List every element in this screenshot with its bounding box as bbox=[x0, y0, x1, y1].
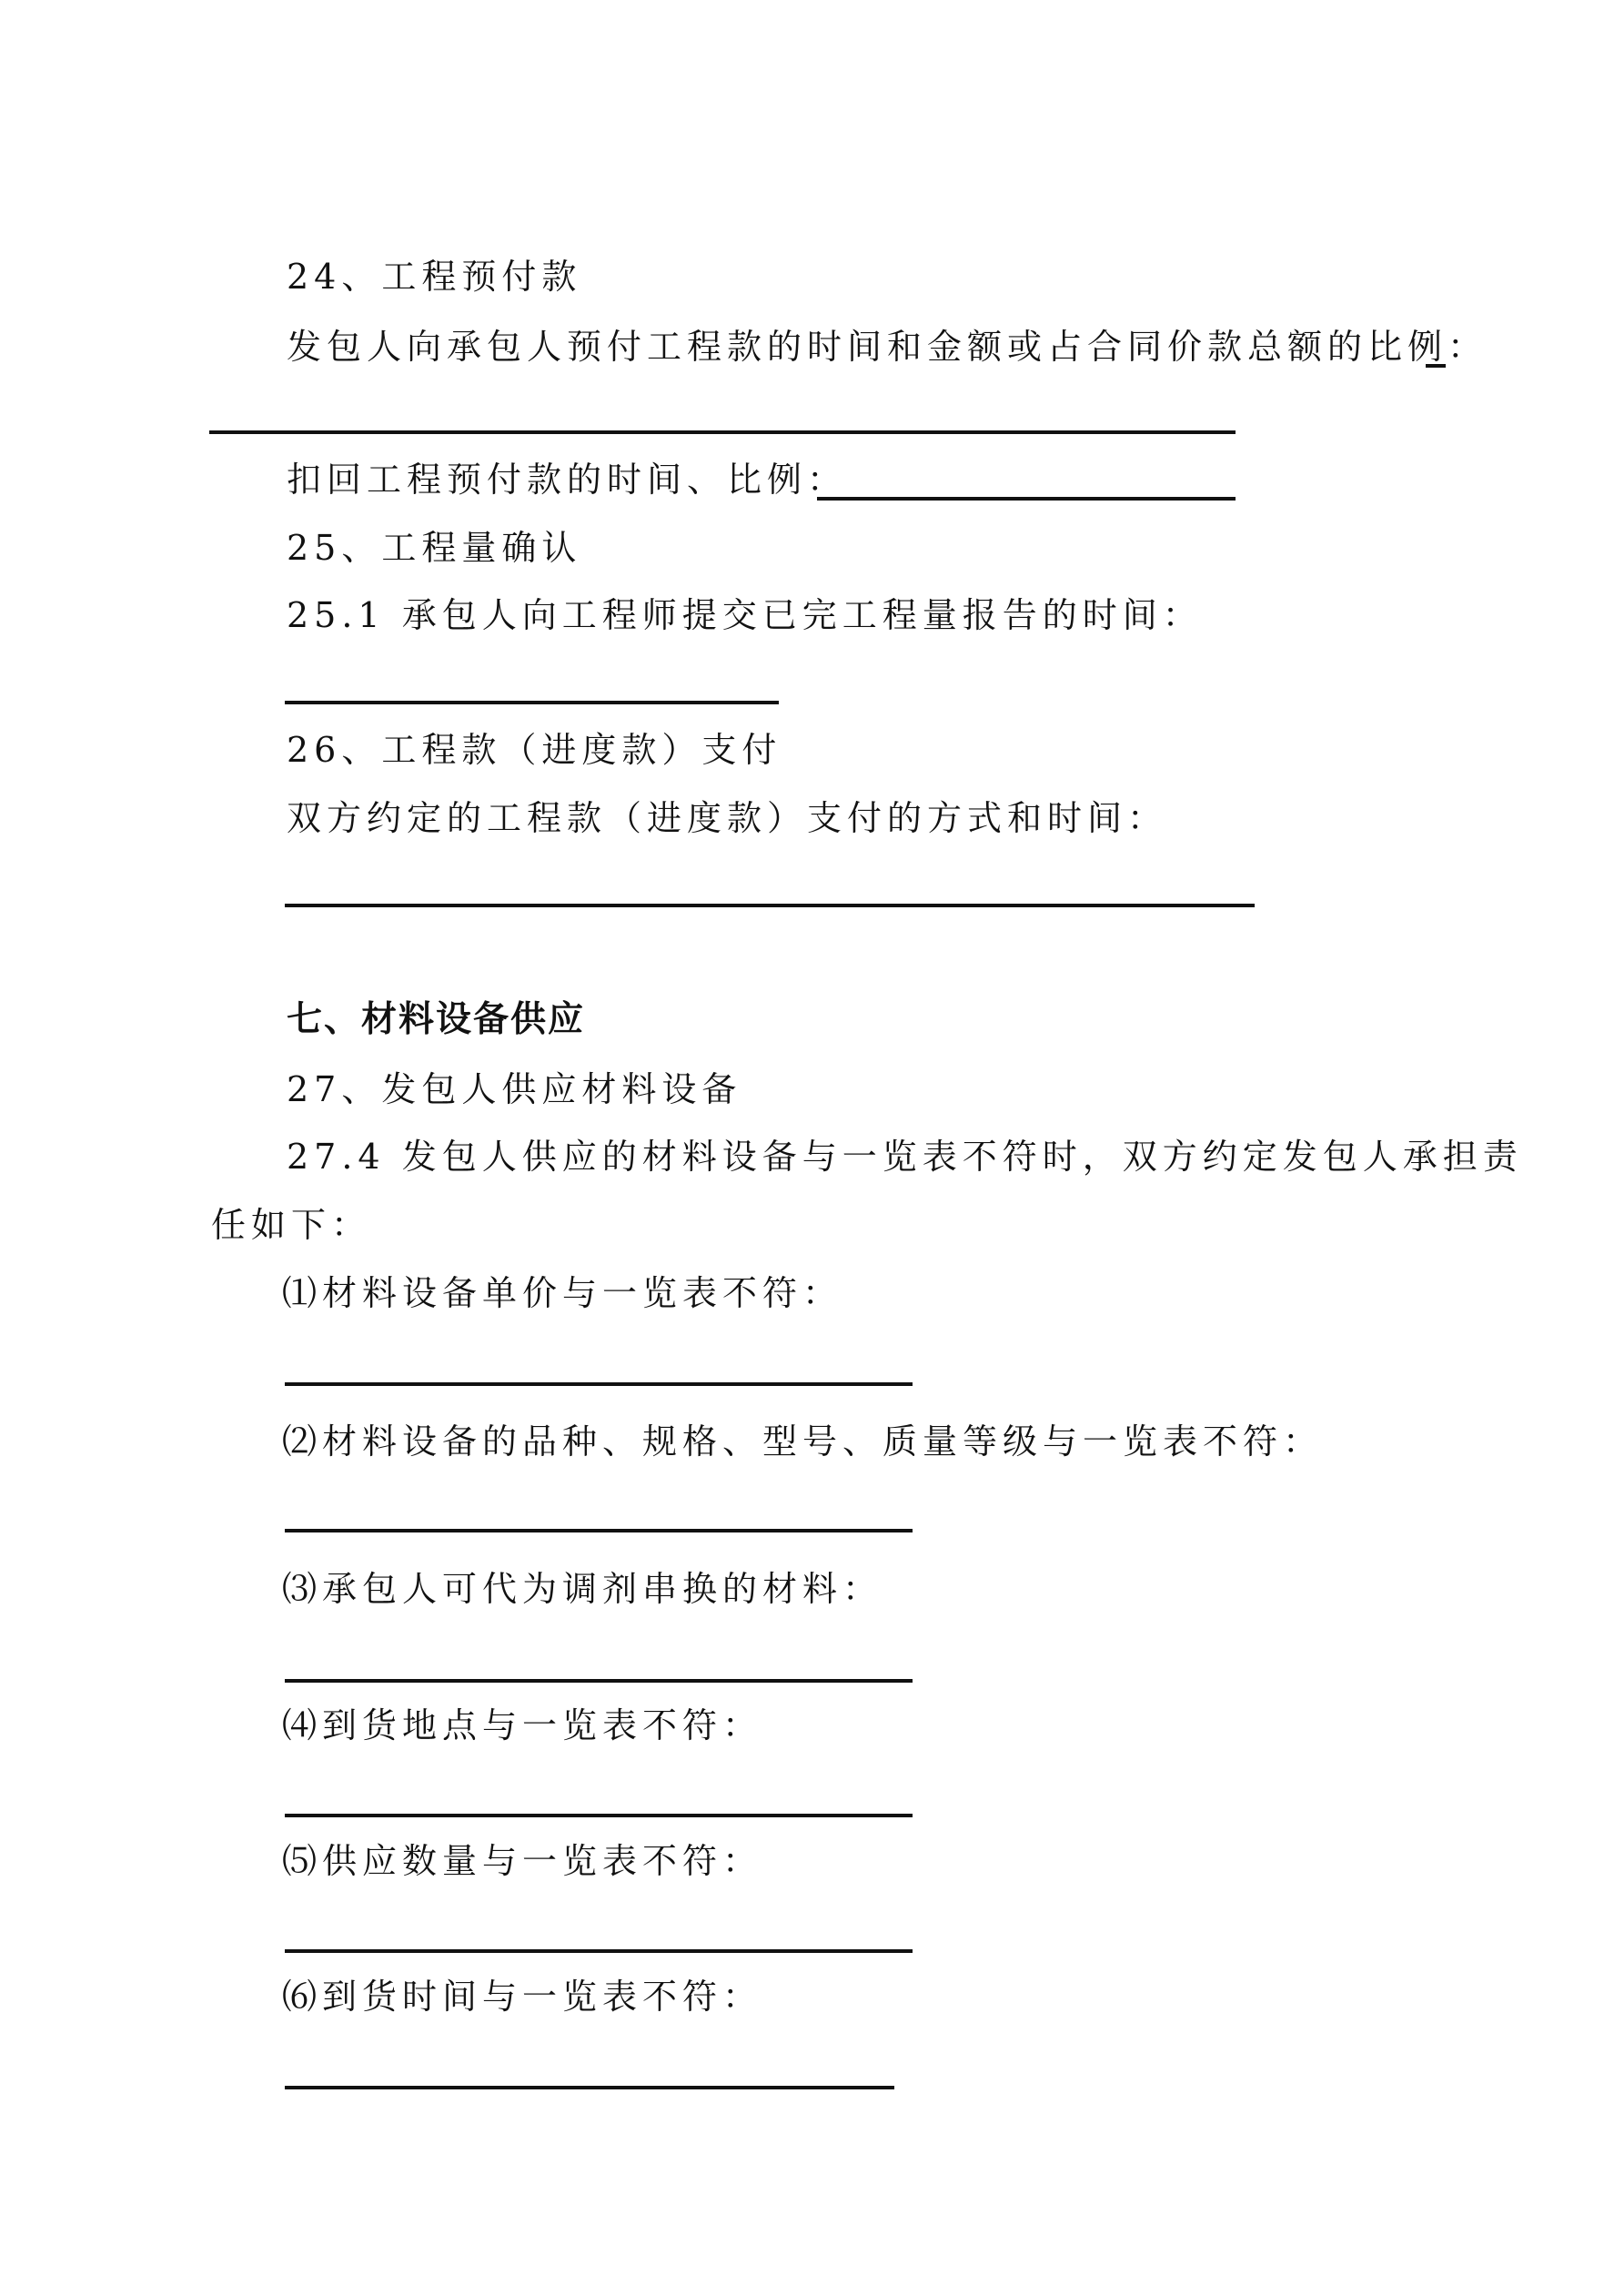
section-25-heading: 25、工程量确认 bbox=[287, 528, 582, 568]
section-27-heading: 27、发包人供应材料设备 bbox=[287, 1069, 742, 1109]
list-item: ⑹到货时间与一览表不符： bbox=[282, 1977, 763, 2017]
blank-line bbox=[285, 1814, 913, 1817]
section-25-1-text: 25.1 承包人向工程师提交已完工程量报告的时间： bbox=[287, 595, 1203, 635]
blank-line bbox=[817, 497, 1236, 501]
blank-line bbox=[1426, 364, 1446, 368]
list-item: ⑸供应数量与一览表不符： bbox=[282, 1841, 763, 1881]
list-item: ⑶承包人可代为调剂串换的材料： bbox=[282, 1569, 883, 1609]
blank-line bbox=[209, 430, 1236, 434]
list-item: ⑷到货地点与一览表不符： bbox=[282, 1705, 763, 1745]
section-24-heading: 24、工程预付款 bbox=[287, 257, 582, 297]
section-24-deduction-text: 扣回工程预付款的时间、比例： bbox=[287, 460, 848, 500]
blank-line bbox=[285, 1529, 913, 1532]
blank-line bbox=[285, 1382, 913, 1386]
section-26-heading: 26、工程款（进度款）支付 bbox=[287, 730, 782, 770]
section-27-4-text-line1: 27.4 发包人供应的材料设备与一览表不符时，双方约定发包人承担责 bbox=[287, 1137, 1523, 1177]
blank-line bbox=[285, 2086, 894, 2089]
list-item: ⑴材料设备单价与一览表不符： bbox=[282, 1273, 843, 1313]
blank-line bbox=[285, 904, 1255, 907]
blank-line bbox=[285, 1949, 913, 1953]
list-item: ⑵材料设备的品种、规格、型号、质量等级与一览表不符： bbox=[282, 1421, 1324, 1462]
section-26-payment-text: 双方约定的工程款（进度款）支付的方式和时间： bbox=[287, 798, 1168, 838]
blank-line bbox=[285, 701, 779, 704]
section-27-4-text-line2: 任如下： bbox=[211, 1205, 372, 1245]
section-24-advance-payment-text: 发包人向承包人预付工程款的时间和金额或占合同价款总额的比例： bbox=[287, 327, 1488, 367]
chapter-7-heading: 七、材料设备供应 bbox=[287, 999, 586, 1040]
blank-line bbox=[285, 1679, 913, 1683]
